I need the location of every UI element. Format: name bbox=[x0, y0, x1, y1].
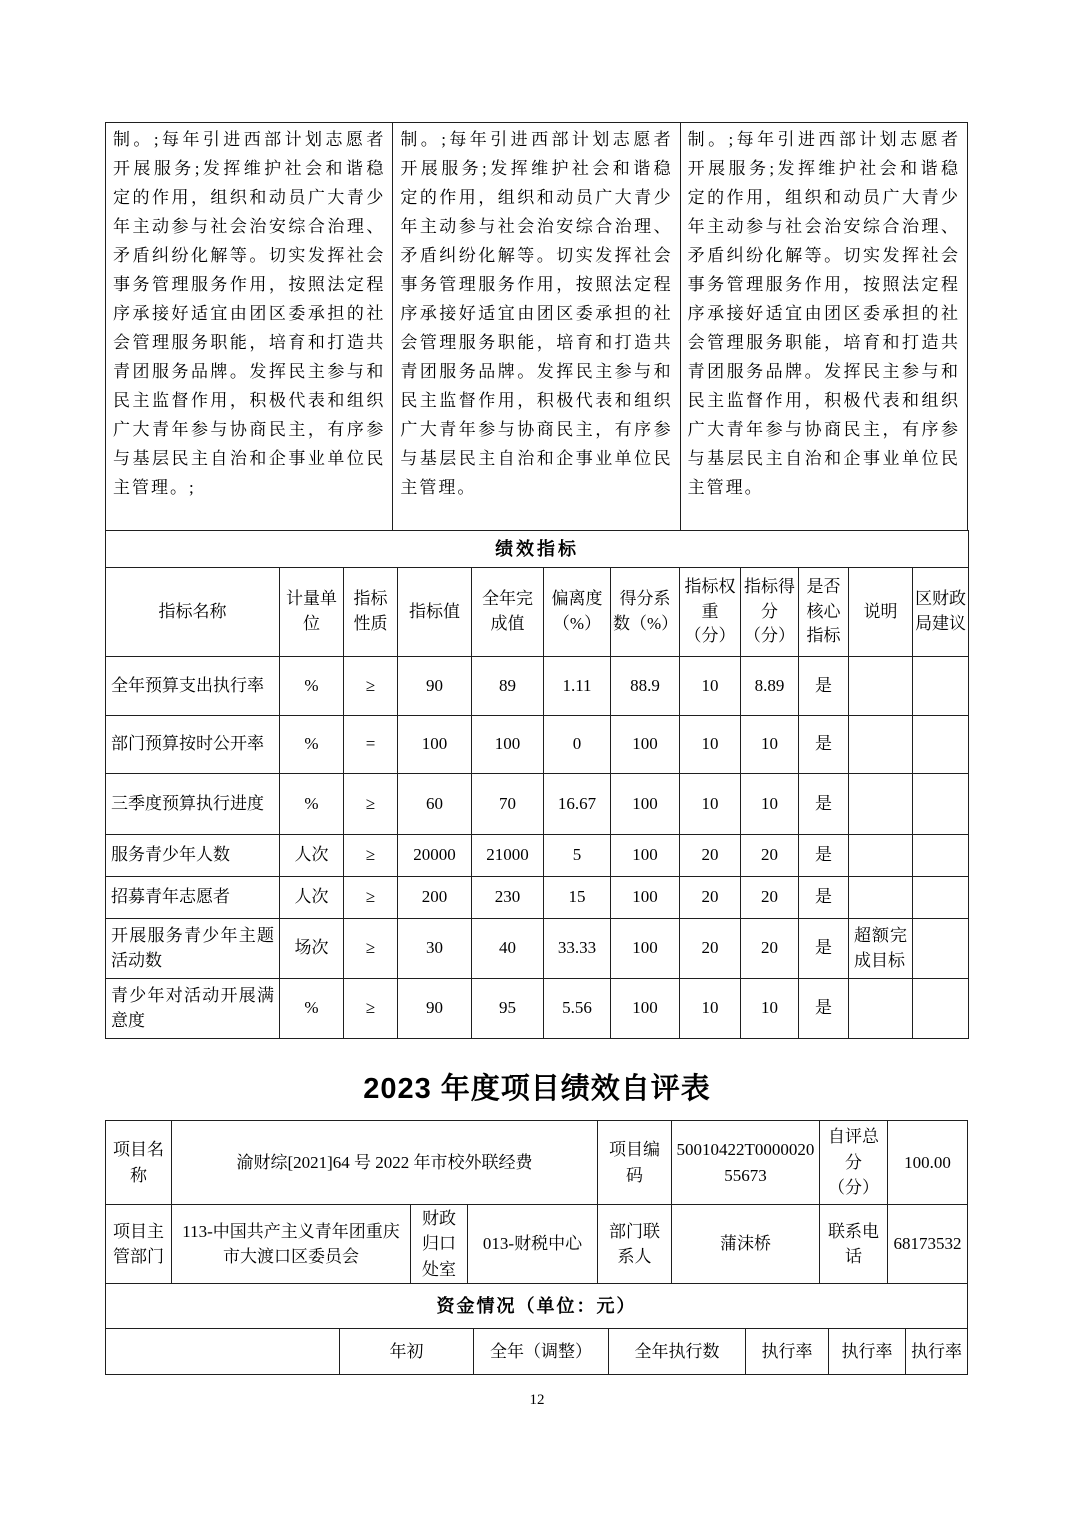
table-cell: 33.33 bbox=[544, 919, 611, 979]
table-cell bbox=[913, 919, 969, 979]
table-cell bbox=[913, 716, 969, 774]
indicator-name-cell: 部门预算按时公开率 bbox=[106, 716, 280, 774]
continuation-cell-2: 制。;每年引进西部计划志愿者开展服务;发挥维护社会和谐稳定的作用，组织和动员广大青少年主动参与社会治安综合治理、矛盾纠纷化解等。切实发挥社会事务管理服务作用，按照法定程序承接好适宜由团区委承担的社会管理服务职能，培育和打造共青团服务品牌。发挥民主参与和民主监督作用，积极代表和组织广大青年参与协商民主，有序参与基层民主自治和企事业单位民主管理。 bbox=[393, 123, 680, 530]
dept-label: 项目主管部门 bbox=[106, 1205, 172, 1283]
finance-office-value: 013-财税中心 bbox=[468, 1205, 598, 1283]
indicator-name-cell: 青少年对活动开展满意度 bbox=[106, 979, 280, 1039]
table-cell: 60 bbox=[398, 774, 472, 835]
table-cell: 20000 bbox=[398, 835, 472, 877]
table-cell: 16.67 bbox=[544, 774, 611, 835]
table-cell bbox=[913, 657, 969, 716]
page-number: 12 bbox=[529, 1392, 545, 1408]
table-row bbox=[106, 835, 969, 877]
table-cell: 100 bbox=[611, 716, 680, 774]
table-cell: 90 bbox=[398, 979, 472, 1039]
table-cell: 10 bbox=[680, 979, 741, 1039]
phone-value: 68173532 bbox=[893, 1234, 962, 1254]
table-cell: 20 bbox=[741, 919, 799, 979]
table-row bbox=[106, 979, 969, 1039]
table-cell: 100 bbox=[611, 919, 680, 979]
table-row bbox=[106, 919, 969, 979]
table-cell: 是 bbox=[799, 877, 849, 919]
perf-header-cell-4: 全年完成值 bbox=[472, 568, 544, 657]
self-eval-info-table bbox=[105, 1120, 968, 1375]
table-cell bbox=[913, 877, 969, 919]
table-cell: 5 bbox=[544, 835, 611, 877]
funding-col-rate-2: 执行率 bbox=[829, 1329, 906, 1374]
table-cell: 40 bbox=[472, 919, 544, 979]
table-cell: % bbox=[280, 774, 344, 835]
table-cell: 89 bbox=[472, 657, 544, 716]
table-cell: % bbox=[280, 716, 344, 774]
table-cell: 100 bbox=[472, 716, 544, 774]
table-cell bbox=[913, 774, 969, 835]
section-band-row bbox=[106, 531, 969, 568]
table-cell bbox=[849, 835, 913, 877]
table-cell: 21000 bbox=[472, 835, 544, 877]
table-cell: 230 bbox=[472, 877, 544, 919]
table-cell: ≥ bbox=[344, 835, 398, 877]
table-cell: 10 bbox=[741, 774, 799, 835]
table-cell: 10 bbox=[741, 979, 799, 1039]
table-cell: 是 bbox=[799, 835, 849, 877]
table-cell: 100 bbox=[398, 716, 472, 774]
perf-header-cell-0: 指标名称 bbox=[106, 568, 280, 657]
table-cell: 88.9 bbox=[611, 657, 680, 716]
table-cell: 10 bbox=[680, 774, 741, 835]
performance-section-title: 绩效指标 bbox=[106, 531, 969, 568]
table-row bbox=[106, 716, 969, 774]
continuation-cell-1: 制。;每年引进西部计划志愿者开展服务;发挥维护社会和谐稳定的作用，组织和动员广大青少年主动参与社会治安综合治理、矛盾纠纷化解等。切实发挥社会事务管理服务作用，按照法定程序承接好适宜由团区委承担的社会管理服务职能，培育和打造共青团服务品牌。发挥民主参与和民主监督作用，积极代表和组织广大青年参与协商民主，有序参与基层民主自治和企事业单位民主管理。; bbox=[106, 123, 393, 530]
continuation-cell-3: 制。;每年引进西部计划志愿者开展服务;发挥维护社会和谐稳定的作用，组织和动员广大青少年主动参与社会治安综合治理、矛盾纠纷化解等。切实发挥社会事务管理服务作用，按照法定程序承接好适宜由团区委承担的社会管理服务职能，培育和打造共青团服务品牌。发挥民主参与和民主监督作用，积极代表和组织广大青年参与协商民主，有序参与基层民主自治和企事业单位民主管理。 bbox=[687, 130, 960, 497]
table-cell bbox=[849, 657, 913, 716]
table-cell: 90 bbox=[398, 657, 472, 716]
perf-header-cell-8: 指标得分（分） bbox=[741, 568, 799, 657]
table-row bbox=[106, 1121, 967, 1205]
table-cell: 是 bbox=[799, 657, 849, 716]
project-name-label: 项目名称 bbox=[106, 1121, 172, 1204]
perf-header-cell-10: 说明 bbox=[849, 568, 913, 657]
table-cell: 20 bbox=[680, 835, 741, 877]
contact-value: 蒲沫桥 bbox=[672, 1205, 820, 1283]
perf-header-cell-6: 得分系数（%） bbox=[611, 568, 680, 657]
performance-indicators-table bbox=[105, 530, 969, 1039]
funding-section-title: 资金情况（单位：元） bbox=[436, 1295, 637, 1316]
table-cell bbox=[913, 979, 969, 1039]
table-cell: 100 bbox=[611, 774, 680, 835]
table-cell: 0 bbox=[544, 716, 611, 774]
table-cell: 10 bbox=[680, 657, 741, 716]
table-cell: 95 bbox=[472, 979, 544, 1039]
table-cell: ≥ bbox=[344, 774, 398, 835]
project-code-label: 项目编码 bbox=[598, 1121, 672, 1204]
table-cell: 20 bbox=[680, 877, 741, 919]
table-cell: 是 bbox=[799, 774, 849, 835]
table-cell: 超额完成目标 bbox=[849, 919, 913, 979]
perf-header-cell-2: 指标性质 bbox=[344, 568, 398, 657]
funding-header-row bbox=[106, 1329, 967, 1374]
self-score-label: 自评总分（分） bbox=[820, 1121, 888, 1204]
indicator-name-cell: 全年预算支出执行率 bbox=[106, 657, 280, 716]
table-row bbox=[106, 877, 969, 919]
table-cell: ≥ bbox=[344, 877, 398, 919]
perf-header-cell-1: 计量单位 bbox=[280, 568, 344, 657]
table-cell: 是 bbox=[799, 716, 849, 774]
table-cell: 8.89 bbox=[741, 657, 799, 716]
table-cell: 场次 bbox=[280, 919, 344, 979]
table-cell: 10 bbox=[680, 716, 741, 774]
perf-header-cell-5: 偏离度（%） bbox=[544, 568, 611, 657]
table-cell: 人次 bbox=[280, 835, 344, 877]
funding-empty-cell bbox=[106, 1329, 340, 1374]
perf-header-cell-3: 指标值 bbox=[398, 568, 472, 657]
funding-col-rate-1: 执行率 bbox=[746, 1329, 829, 1374]
table-cell: 20 bbox=[680, 919, 741, 979]
indicator-name-cell: 三季度预算执行进度 bbox=[106, 774, 280, 835]
table-cell: ≥ bbox=[344, 657, 398, 716]
table-row bbox=[106, 1205, 967, 1284]
indicator-name-cell: 开展服务青少年主题活动数 bbox=[106, 919, 280, 979]
table-cell: 200 bbox=[398, 877, 472, 919]
table-cell: 5.56 bbox=[544, 979, 611, 1039]
indicator-name-cell: 招募青年志愿者 bbox=[106, 877, 280, 919]
perf-header-cell-11: 区财政局建议 bbox=[913, 568, 969, 657]
perf-header-cell-7: 指标权重（分） bbox=[680, 568, 741, 657]
table-cell: 是 bbox=[799, 919, 849, 979]
phone-label: 联系电话 bbox=[820, 1205, 888, 1283]
table-row bbox=[106, 657, 969, 716]
perf-header-cell-9: 是否核心指标 bbox=[799, 568, 849, 657]
table-cell: 70 bbox=[472, 774, 544, 835]
self-eval-title: 2023 年度项目绩效自评表 bbox=[363, 1073, 711, 1105]
funding-col-rate-3: 执行率 bbox=[911, 1341, 962, 1361]
funding-col-initial: 年初 bbox=[340, 1329, 474, 1374]
table-cell: 是 bbox=[799, 979, 849, 1039]
table-cell: 1.11 bbox=[544, 657, 611, 716]
table-cell: 100 bbox=[611, 979, 680, 1039]
table-cell bbox=[849, 979, 913, 1039]
table-cell: = bbox=[344, 716, 398, 774]
table-cell: ≥ bbox=[344, 919, 398, 979]
perf-table-body bbox=[106, 657, 969, 1039]
finance-office-label: 财政归口处室 bbox=[411, 1205, 468, 1283]
funding-section-row bbox=[106, 1284, 967, 1329]
perf-header-row bbox=[106, 568, 969, 657]
table-cell bbox=[913, 835, 969, 877]
dept-value: 113-中国共产主义青年团重庆市大渡口区委员会 bbox=[172, 1205, 411, 1283]
table-cell bbox=[849, 774, 913, 835]
table-cell: 20 bbox=[741, 877, 799, 919]
table-cell: 15 bbox=[544, 877, 611, 919]
project-name-value: 渝财综[2021]64 号 2022 年市校外联经费 bbox=[172, 1121, 598, 1204]
table-cell: % bbox=[280, 979, 344, 1039]
table-cell: % bbox=[280, 657, 344, 716]
project-code-value: 50010422T000002055673 bbox=[672, 1121, 820, 1204]
table-cell: ≥ bbox=[344, 979, 398, 1039]
table-cell: 100 bbox=[611, 877, 680, 919]
table-cell bbox=[849, 877, 913, 919]
self-score-value: 100.00 bbox=[904, 1152, 951, 1172]
continuation-section bbox=[105, 122, 968, 530]
table-cell: 30 bbox=[398, 919, 472, 979]
funding-col-executed: 全年执行数 bbox=[609, 1329, 746, 1374]
table-row bbox=[106, 774, 969, 835]
table-cell: 人次 bbox=[280, 877, 344, 919]
table-cell: 100 bbox=[611, 835, 680, 877]
table-cell bbox=[849, 716, 913, 774]
indicator-name-cell: 服务青少年人数 bbox=[106, 835, 280, 877]
table-cell: 20 bbox=[741, 835, 799, 877]
funding-col-adjusted: 全年（调整） bbox=[474, 1329, 609, 1374]
table-cell: 10 bbox=[741, 716, 799, 774]
contact-label: 部门联系人 bbox=[598, 1205, 672, 1283]
